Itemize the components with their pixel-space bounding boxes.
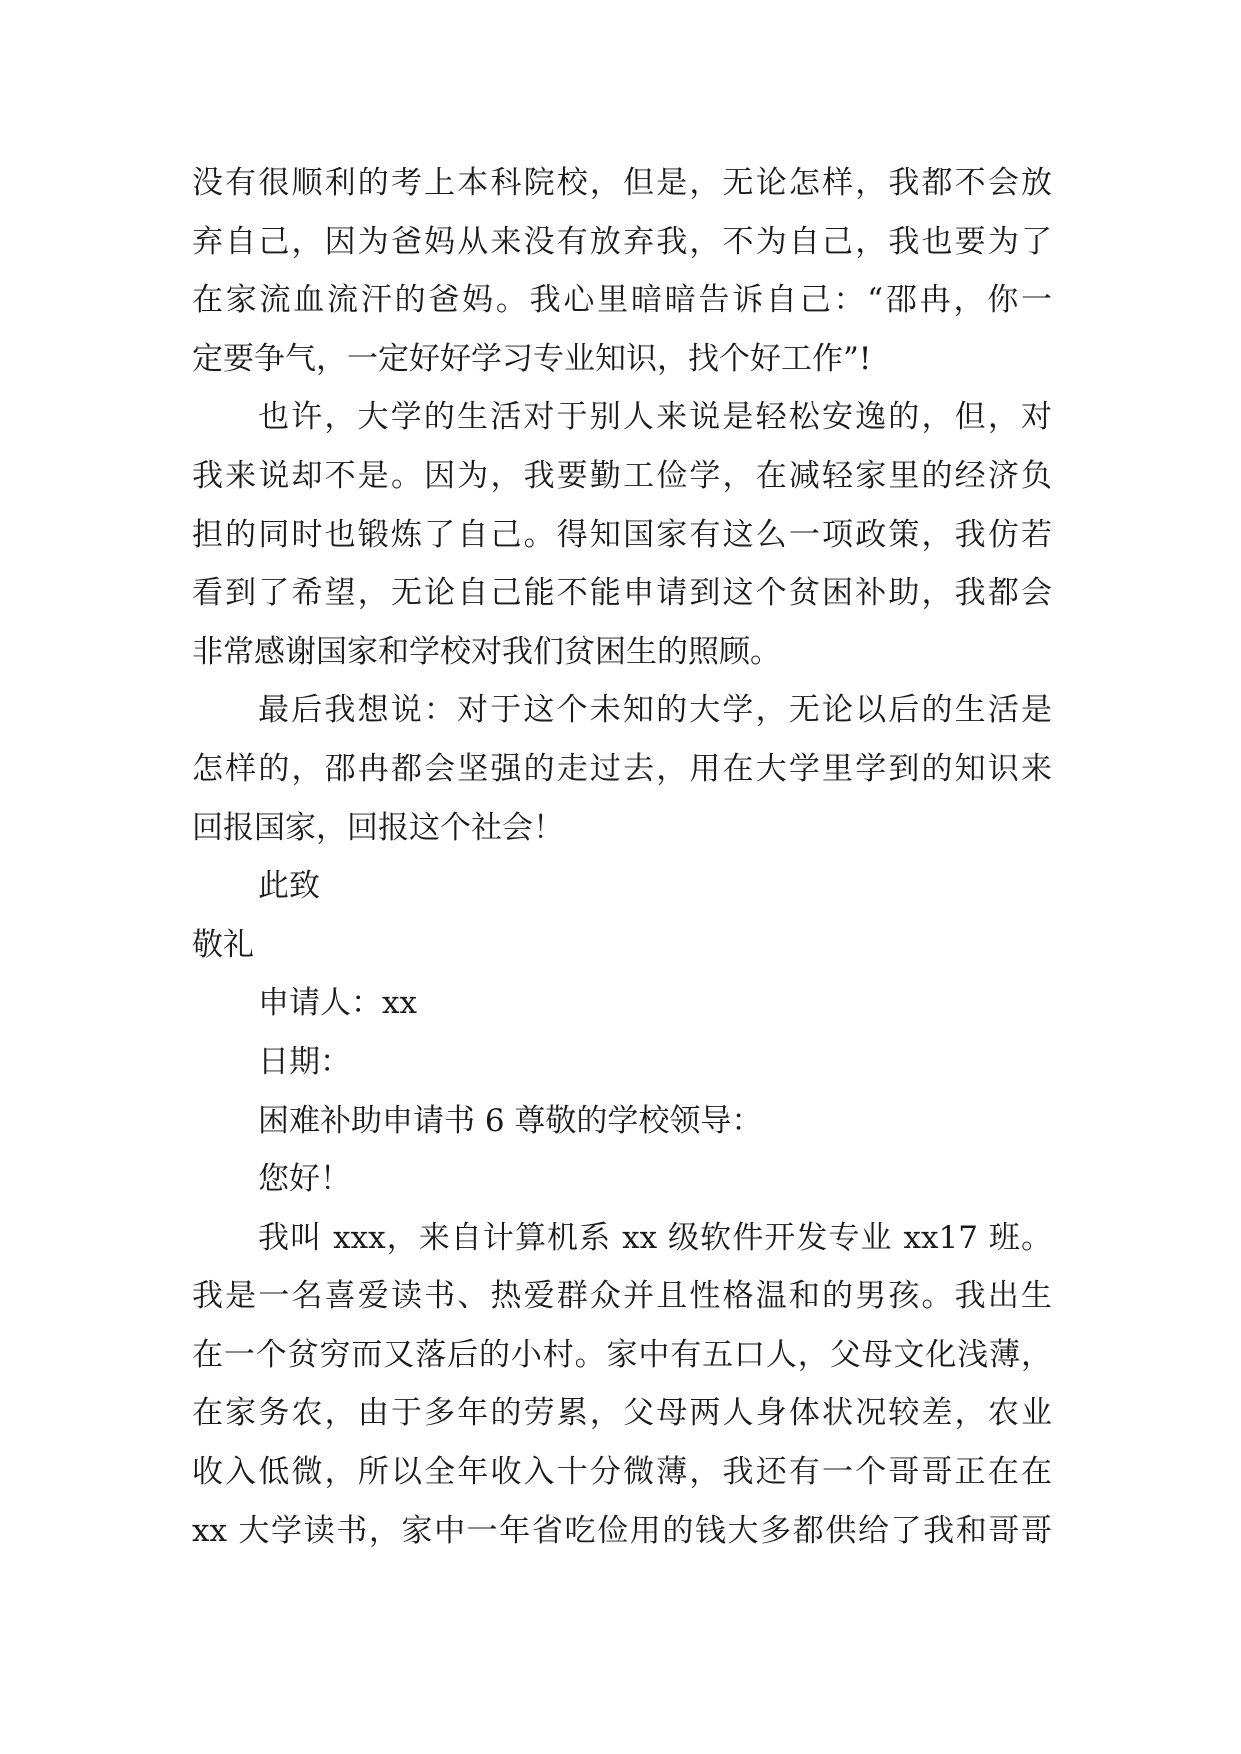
paragraph-start-line: 最后我想说：对于这个未知的大学，无论以后的生活是 xyxy=(258,692,1052,729)
applicant-name: 申请人：xx xyxy=(258,985,417,1022)
body-line: 弃自己，因为爸妈从来没有放弃我，不为自己，我也要为了 xyxy=(192,223,1052,260)
section-heading: 困难补助申请书 6 尊敬的学校领导： xyxy=(258,1102,763,1139)
body-line: 我是一名喜爱读书、热爱群众并且性格温和的男孩。我出生 xyxy=(192,1278,1052,1315)
body-line: 在家务农，由于多年的劳累，父母两人身体状况较差，农业 xyxy=(192,1395,1052,1432)
body-line: 定要争气，一定好好学习专业知识，找个好工作”! xyxy=(192,340,872,377)
closing-salutation: 此致 xyxy=(258,868,320,905)
body-line: 我来说却不是。因为，我要勤工俭学，在减轻家里的经济负 xyxy=(192,457,1052,494)
paragraph-start-line: 也许，大学的生活对于别人来说是轻松安逸的，但，对 xyxy=(258,399,1052,436)
body-line: 非常感谢国家和学校对我们贫困生的照顾。 xyxy=(192,633,781,670)
body-line: 在一个贫穷而又落后的小村。家中有五口人，父母文化浅薄， xyxy=(192,1336,1052,1373)
greeting: 您好！ xyxy=(258,1161,351,1198)
body-line: 在家流血流汗的爸妈。我心里暗暗告诉自己：“邵冉，你一 xyxy=(192,282,1052,319)
body-line: 怎样的，邵冉都会坚强的走过去，用在大学里学到的知识来 xyxy=(192,750,1052,787)
body-line: 收入低微，所以全年收入十分微薄，我还有一个哥哥正在在 xyxy=(192,1454,1052,1491)
body-line: 担的同时也锻炼了自己。得知国家有这么一项政策，我仿若 xyxy=(192,516,1052,553)
body-line: xx 大学读书，家中一年省吃俭用的钱大多都供给了我和哥哥 xyxy=(192,1512,1052,1549)
paragraph-start-line: 我叫 xxx，来自计算机系 xx 级软件开发专业 xx17 班。 xyxy=(258,1219,1052,1256)
document-body xyxy=(192,154,1052,1560)
date-label: 日期： xyxy=(258,1043,351,1080)
body-line: 看到了希望，无论自己能不能申请到这个贫困补助，我都会 xyxy=(192,575,1052,612)
body-line: 没有很顺利的考上本科院校，但是，无论怎样，我都不会放 xyxy=(192,165,1052,201)
closing-regards: 敬礼 xyxy=(192,926,254,963)
body-line: 回报国家，回报这个社会！ xyxy=(192,809,564,846)
